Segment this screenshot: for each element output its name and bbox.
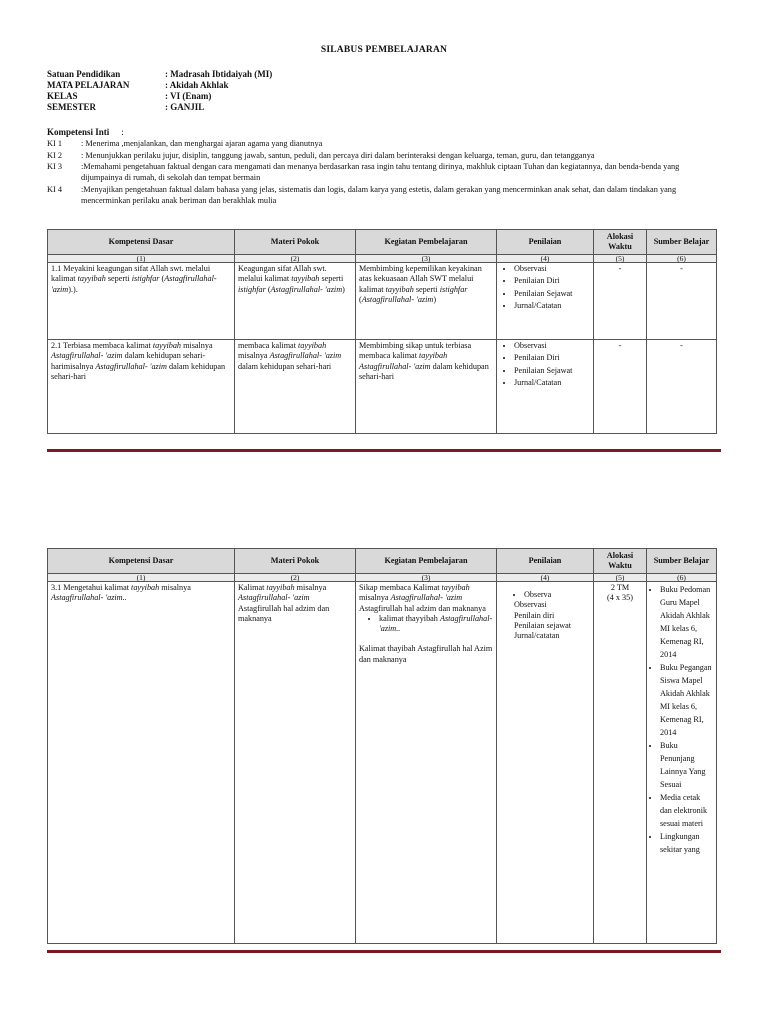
column-number: (3)	[356, 574, 497, 582]
meta-value: : GANJIL	[165, 102, 205, 112]
header-materi-pokok: Materi Pokok	[235, 549, 356, 574]
column-number: (5)	[594, 255, 647, 263]
ki-heading	[47, 127, 124, 137]
header-alokasi-waktu: Alokasi Waktu	[594, 549, 647, 574]
materi-cell: Keagungan sifat Allah swt. melalui kalimat tayyibah seperti istighfar (Astagfirullahal- 'azim)	[235, 263, 356, 340]
meta-row	[47, 91, 272, 102]
kegiatan-note: Kalimat thayibah Astagfirullah hal Azim dan maknanya	[359, 644, 493, 664]
ki-code: KI 3	[47, 162, 62, 171]
column-number: (5)	[594, 574, 647, 582]
kd-cell: 3.1 Mengetahui kalimat tayyibah misalnya Astagfirullahal- 'azim..	[48, 582, 235, 944]
list-item: • Penilaian Diri	[514, 276, 590, 286]
list-item: Jurnal/catatan	[514, 631, 560, 641]
sumber-cell	[647, 582, 717, 944]
list-item: • Penilaian Sejawat	[514, 289, 590, 299]
list-item: • Jurnal/Catatan	[514, 378, 590, 388]
meta-row	[47, 69, 272, 80]
list-item: • kalimat thayyibah Astagfirullahal- 'azim..	[379, 614, 493, 635]
list-item: Observasi	[514, 600, 547, 610]
header-sumber-belajar: Sumber Belajar	[647, 549, 717, 574]
kegiatan-cell: Membimbing sikap untuk terbiasa membaca kalimat tayyibah Astagfirullahal- 'azim dalam kehidupan sehari-hari	[356, 340, 497, 434]
identity-block	[47, 69, 272, 113]
table-header-row	[48, 549, 717, 574]
header-alokasi-waktu: Alokasi Waktu	[594, 230, 647, 255]
list-item: • Buku Pedoman Guru Mapel Akidah Akhlak MI kelas 6, Kemenag RI, 2014	[660, 583, 714, 661]
column-number: (6)	[647, 574, 717, 582]
list-item: • Buku Pegangan Siswa Mapel Akidah Akhlak MI kelas 6, Kemenag RI, 2014	[660, 661, 714, 739]
table-row	[48, 582, 717, 944]
ki-code: KI 1	[47, 139, 62, 148]
kegiatan-cell: Membimbing kepemilikan keyakinan atas kekuasaan Allah SWT melalui kalimat tayyibah seperti istighfar (Astagfirullahal- 'azim)	[356, 263, 497, 340]
meta-value: : VI (Enam)	[165, 91, 212, 101]
header-materi-pokok: Materi Pokok	[235, 230, 356, 255]
alokasi-cell	[594, 582, 647, 944]
meta-value: : Akidah Akhlak	[165, 80, 229, 90]
ki-item	[47, 185, 717, 206]
ki-text: : Menerima ,menjalankan, dan menghargai ajaran agama yang dianutnya	[81, 139, 323, 148]
ki-item	[47, 139, 717, 150]
sumber-cell: -	[647, 340, 717, 434]
section-divider	[47, 950, 721, 953]
ki-code: KI 4	[47, 185, 62, 194]
column-number: (1)	[48, 255, 235, 263]
list-item: • Observasi	[514, 264, 590, 274]
header-penilaian: Penilaian	[497, 230, 594, 255]
list-item: • Lingkungan sekitar yang	[660, 830, 714, 856]
penilaian-cell	[497, 340, 594, 434]
kd-cell: 1.1 Meyakini keagungan sifat Allah swt. melalui kalimat tayyibah seperti istighfar (Astagfirullahal- 'azim).).	[48, 263, 235, 340]
column-number-row	[48, 255, 717, 263]
list-item: • Penilaian Diri	[514, 353, 590, 363]
header-penilaian: Penilaian	[497, 549, 594, 574]
syllabus-table-2	[47, 548, 717, 944]
table-row	[48, 340, 717, 434]
sumber-cell: -	[647, 263, 717, 340]
kd-cell: 2.1 Terbiasa membaca kalimat tayyibah misalnya Astagfirullahal- 'azim dalam kehidupan sehari-harimisalnya Astagfirullahal- 'azim dalam kehidupan sehari-hari	[48, 340, 235, 434]
alokasi-cell: -	[594, 263, 647, 340]
column-number: (6)	[647, 255, 717, 263]
meta-value: : Madrasah Ibtidaiyah (MI)	[165, 69, 273, 79]
ki-code: KI 2	[47, 151, 62, 160]
materi-cell: Kalimat tayyibah misalnya Astagfirullahal- 'azim Astagfirullah hal adzim dan maknanya	[235, 582, 356, 944]
ki-item	[47, 151, 717, 162]
header-sumber-belajar: Sumber Belajar	[647, 230, 717, 255]
header-kegiatan: Kegiatan Pembelajaran	[356, 230, 497, 255]
document-title: SILABUS PEMBELAJARAN	[320, 45, 448, 55]
kegiatan-cell: Sikap membaca Kalimat tayyibah misalnya Astagfirullahal- 'azim Astagfirullah hal adzim dan maknanya • kalimat thayyibah Astagfirullahal- 'azim.. Kalimat thayibah Astagfirullah hal Azim dan maknanya	[356, 582, 497, 944]
table-header-row	[48, 230, 717, 255]
meta-key: MATA PELAJARAN	[47, 80, 130, 90]
header-kegiatan: Kegiatan Pembelajaran	[356, 549, 497, 574]
list-item: • Media cetak dan elektronik sesuai materi	[660, 791, 714, 830]
ki-text: :Memahami pengetahuan faktual dengan cara mengamati dan menanya berdasarkan rasa ingin tahu tentang dirinya, makhluk ciptaan Tuhan dan kegiatannya, dan benda-benda yang dijumpainya di rumah, di sekolah dan tempat bermain	[81, 162, 680, 182]
materi-cell: membaca kalimat tayyibah misalnya Astagfirullahal- 'azim dalam kehidupan sehari-hari	[235, 340, 356, 434]
alokasi-tm: 2 TM	[610, 583, 630, 592]
list-item: • Penilaian Sejawat	[514, 366, 590, 376]
table-row	[48, 263, 717, 340]
header-kompetensi-dasar: Kompetensi Dasar	[48, 230, 235, 255]
column-number: (4)	[497, 255, 594, 263]
column-number-row	[48, 574, 717, 582]
list-item: • Observa	[524, 590, 590, 600]
ki-heading-colon: :	[121, 127, 124, 137]
meta-row	[47, 80, 272, 91]
column-number: (2)	[235, 255, 356, 263]
meta-row	[47, 102, 272, 113]
ki-text: :Menyajikan pengetahuan faktual dalam bahasa yang jelas, sistematis dan logis, dalam karya yang estetis, dalam gerakan yang mencerminkan anak sehat, dan dalam tindakan yang mencerminkan perilaku anak beriman dan berakhlak mulia	[81, 185, 677, 205]
column-number: (2)	[235, 574, 356, 582]
meta-key: Satuan Pendidikan	[47, 69, 121, 79]
ki-heading-label: Kompetensi Inti	[47, 127, 110, 137]
column-number: (3)	[356, 255, 497, 263]
alokasi-cell: -	[594, 340, 647, 434]
penilaian-cell	[497, 263, 594, 340]
column-number: (4)	[497, 574, 594, 582]
ki-item	[47, 162, 717, 183]
header-kompetensi-dasar: Kompetensi Dasar	[48, 549, 235, 574]
section-divider	[47, 449, 721, 452]
meta-key: KELAS	[47, 91, 78, 101]
list-item: Penilain diri	[514, 610, 555, 620]
penilaian-cell	[497, 582, 594, 944]
list-item: • Buku Penunjang Lainnya Yang Sesuai	[660, 739, 714, 791]
ki-text: : Menunjukkan perilaku jujur, disiplin, tanggung jawab, santun, peduli, dan percaya diri dalam berinteraksi dengan keluarga, teman, guru, dan tetangganya	[81, 151, 595, 160]
list-item: Penilaian sejawat	[514, 620, 572, 630]
column-number: (1)	[48, 574, 235, 582]
meta-key: SEMESTER	[47, 102, 97, 112]
syllabus-table-1	[47, 229, 717, 434]
list-item: • Jurnal/Catatan	[514, 301, 590, 311]
alokasi-minutes: (4 x 35)	[607, 593, 633, 603]
list-item: • Observasi	[514, 341, 590, 351]
